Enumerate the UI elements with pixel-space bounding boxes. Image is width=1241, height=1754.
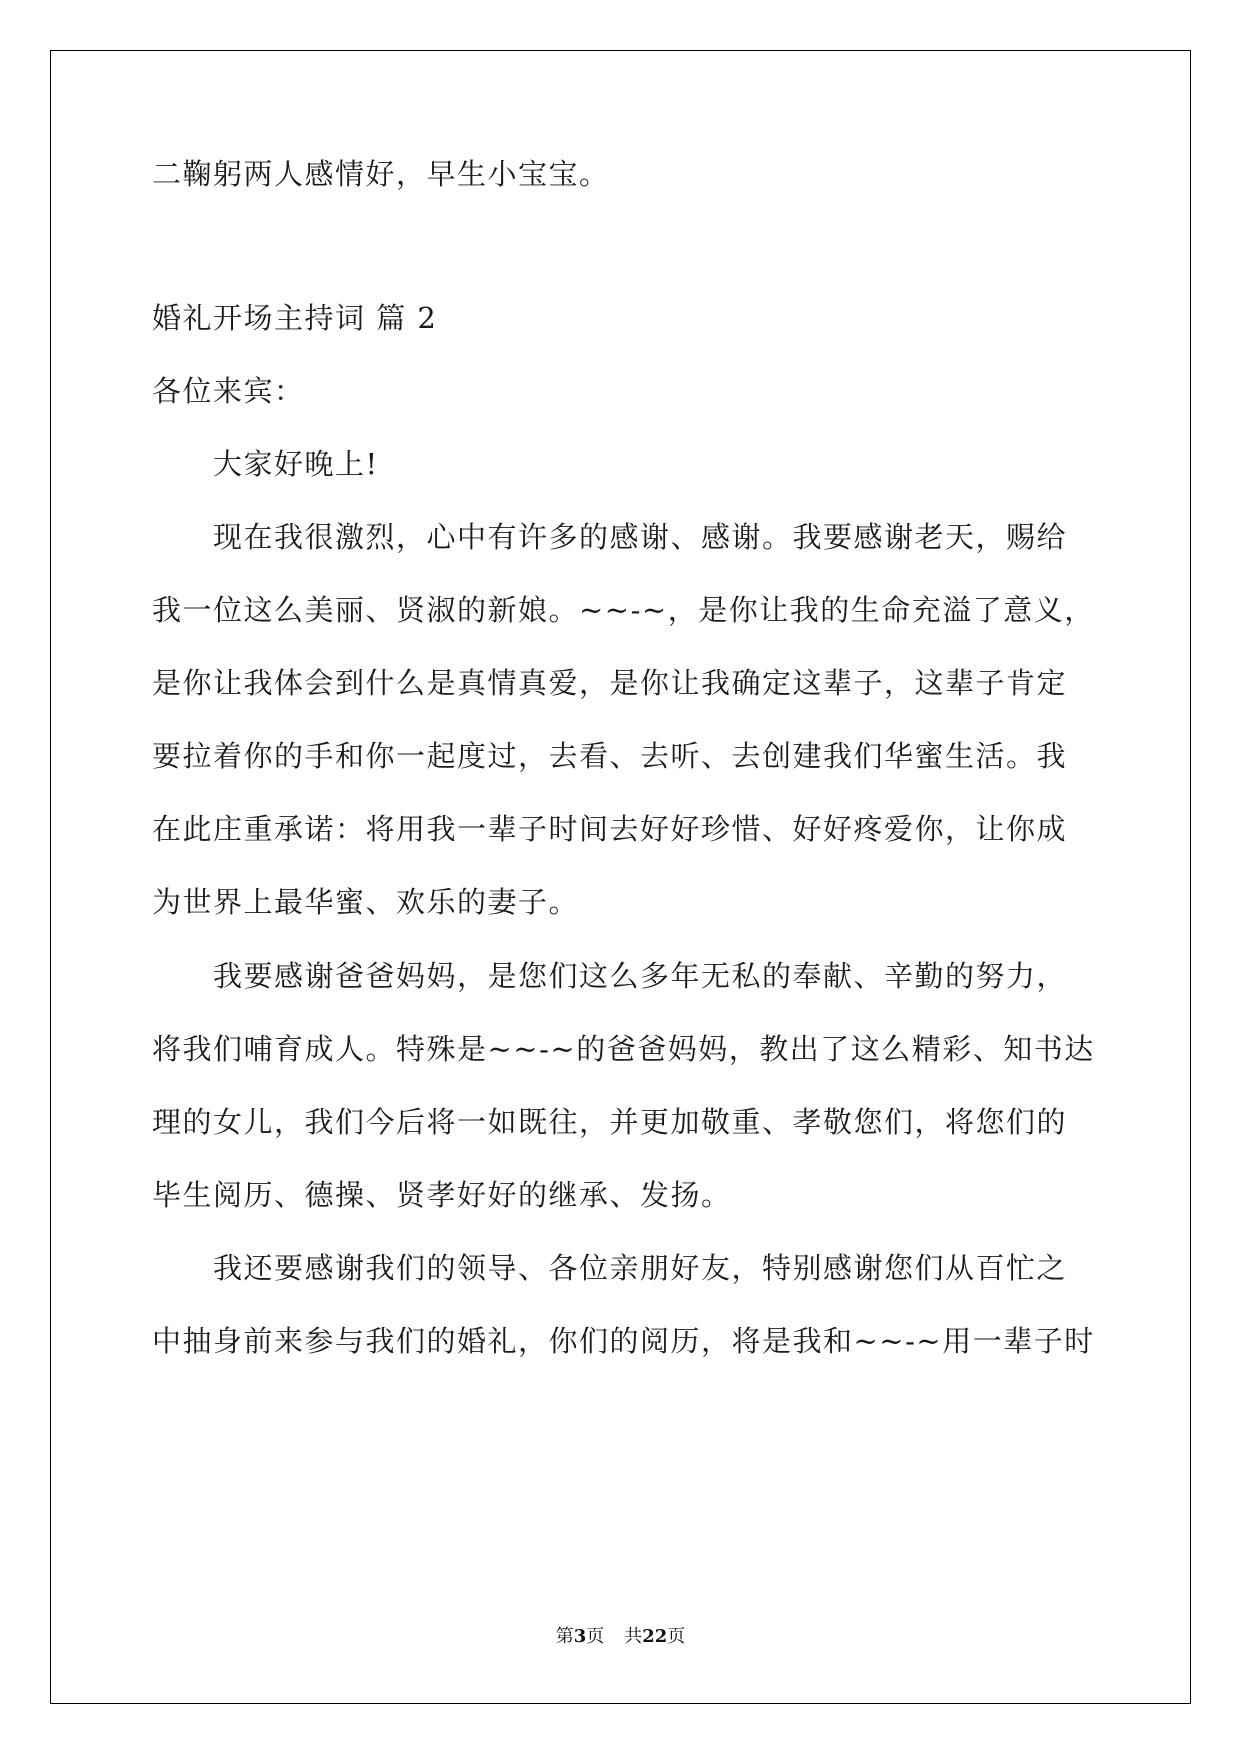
text-line: 毕生阅历、德操、贤孝好好的继承、发扬。 xyxy=(152,1178,732,1212)
text-line: 要拉着你的手和你一起度过，去看、去听、去创建我们华蜜生活。我 xyxy=(152,739,1068,773)
text-line: 我一位这么美丽、贤淑的新娘。~~-~，是你让我的生命充溢了意义， xyxy=(152,593,1095,627)
total-prefix: 共 xyxy=(624,1626,643,1647)
salutation: 各位来宾： xyxy=(152,374,305,408)
total-unit: 页 xyxy=(667,1626,686,1647)
page-footer xyxy=(0,1625,1241,1649)
text-line: 我要感谢爸爸妈妈，是您们这么多年无私的奉献、辛勤的努力， xyxy=(213,959,1068,993)
text-line: 我还要感谢我们的领导、各位亲朋好友，特别感谢您们从百忙之 xyxy=(213,1251,1068,1285)
text-line: 在此庄重承诺：将用我一辈子时间去好好珍惜、好好疼爱你，让你成 xyxy=(152,812,1068,846)
text-line: 二鞠躬两人感情好，早生小宝宝。 xyxy=(152,157,610,191)
page-prefix: 第 xyxy=(555,1626,574,1647)
page-unit: 页 xyxy=(586,1626,605,1647)
section-heading: 婚礼开场主持词 篇 2 xyxy=(152,301,438,335)
text-line: 现在我很激烈，心中有许多的感谢、感谢。我要感谢老天，赐给 xyxy=(213,520,1068,554)
text-line: 为世界上最华蜜、欢乐的妻子。 xyxy=(152,885,580,919)
page-current: 3 xyxy=(573,1626,587,1647)
greeting: 大家好晚上! xyxy=(213,447,379,481)
text-line: 理的女儿，我们今后将一如既往，并更加敬重、孝敬您们，将您们的 xyxy=(152,1105,1068,1139)
page-border xyxy=(50,50,1191,1704)
text-line: 是你让我体会到什么是真情真爱，是你让我确定这辈子，这辈子肯定 xyxy=(152,666,1068,700)
text-line: 中抽身前来参与我们的婚礼，你们的阅历，将是我和~~-~用一辈子时 xyxy=(152,1324,1095,1358)
page-total: 22 xyxy=(642,1626,668,1647)
text-line: 将我们哺育成人。特殊是~~-~的爸爸妈妈，教出了这么精彩、知书达 xyxy=(152,1032,1095,1066)
